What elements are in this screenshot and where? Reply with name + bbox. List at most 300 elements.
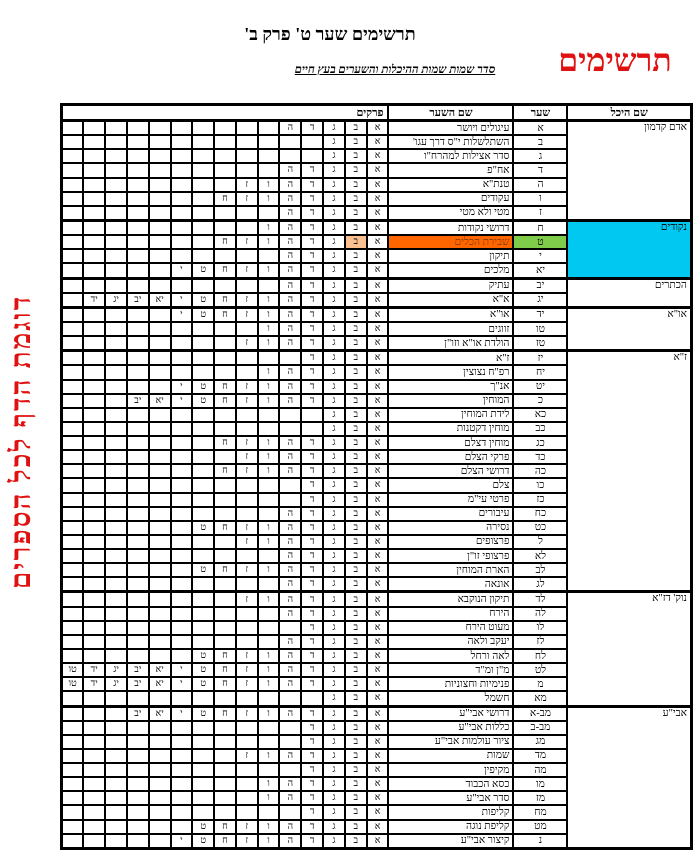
chapter-cell bbox=[192, 220, 214, 235]
chapter-cell bbox=[127, 521, 149, 535]
chapter-cell bbox=[105, 278, 127, 293]
chapter-cell bbox=[149, 351, 171, 366]
chapter-cell bbox=[236, 478, 258, 492]
chapter-cell: ב bbox=[345, 521, 367, 535]
gate-name-cell: תיקון הנוקבא bbox=[388, 592, 513, 607]
chapter-cell bbox=[214, 422, 236, 436]
chapter-cell: ו bbox=[258, 777, 280, 791]
chapter-cell bbox=[192, 206, 214, 221]
index-table bbox=[60, 103, 693, 850]
chapter-cell: ב bbox=[345, 135, 367, 149]
chapter-cell: ב bbox=[345, 535, 367, 549]
gate-name-cell: המוחין bbox=[388, 394, 513, 408]
chapter-cell: ב bbox=[345, 121, 367, 136]
chapter-cell: ב bbox=[345, 635, 367, 649]
chapter-cell: ד bbox=[301, 706, 323, 721]
chapter-cell: ג bbox=[323, 408, 345, 422]
chapter-cell bbox=[105, 521, 127, 535]
chapter-cell bbox=[301, 408, 323, 422]
chapter-cell: ב bbox=[345, 178, 367, 192]
chapter-cell: ו bbox=[258, 834, 280, 849]
chapter-cell: ז bbox=[236, 677, 258, 691]
chapter-cell: יג bbox=[105, 677, 127, 691]
chapter-cell bbox=[127, 607, 149, 621]
chapter-cell bbox=[171, 278, 193, 293]
chapter-cell bbox=[192, 635, 214, 649]
chapter-cell: א bbox=[367, 820, 389, 834]
chapter-cell: ו bbox=[258, 464, 280, 478]
chapter-cell bbox=[105, 834, 127, 849]
chapter-cell: ה bbox=[279, 563, 301, 577]
chapter-cell bbox=[149, 307, 171, 322]
chapter-cell bbox=[83, 263, 105, 278]
gate-name-cell: פרצופי זו"ן bbox=[388, 549, 513, 563]
chapter-cell: ז bbox=[236, 394, 258, 408]
chapter-cell bbox=[214, 278, 236, 293]
chapter-cell: ג bbox=[323, 380, 345, 394]
chapter-cell: ח bbox=[214, 235, 236, 249]
chapter-cell: ג bbox=[323, 235, 345, 249]
chapter-cell bbox=[62, 206, 84, 221]
chapter-cell bbox=[149, 206, 171, 221]
chapter-cell bbox=[62, 763, 84, 777]
chapter-cell: ד bbox=[301, 592, 323, 607]
gate-cell: כא bbox=[513, 408, 567, 422]
chapter-cell: ד bbox=[301, 394, 323, 408]
chapter-cell bbox=[171, 563, 193, 577]
table-body bbox=[62, 121, 692, 849]
chapter-cell: א bbox=[367, 235, 389, 249]
chapter-cell: ז bbox=[236, 834, 258, 849]
chapter-cell: ב bbox=[345, 691, 367, 706]
gate-cell: ט bbox=[513, 235, 567, 249]
chapter-cell bbox=[62, 336, 84, 351]
chapter-cell bbox=[127, 220, 149, 235]
chapter-cell bbox=[171, 735, 193, 749]
chapter-cell bbox=[258, 493, 280, 507]
chapter-cell: ב bbox=[345, 263, 367, 278]
chapter-cell bbox=[105, 436, 127, 450]
chapter-cell bbox=[105, 192, 127, 206]
chapter-cell: ב bbox=[345, 834, 367, 849]
chapter-cell bbox=[171, 749, 193, 763]
chapter-cell bbox=[192, 322, 214, 336]
chapter-cell bbox=[62, 721, 84, 735]
chapter-cell: ג bbox=[323, 464, 345, 478]
chapter-cell: ג bbox=[323, 834, 345, 849]
chapter-cell: ה bbox=[279, 249, 301, 263]
chapter-cell: א bbox=[367, 478, 389, 492]
chapter-cell: ט bbox=[192, 394, 214, 408]
chapter-cell bbox=[83, 307, 105, 322]
chapter-cell bbox=[192, 336, 214, 351]
chapter-cell bbox=[127, 206, 149, 221]
chapter-cell bbox=[258, 577, 280, 592]
chapter-cell bbox=[105, 820, 127, 834]
chapter-cell bbox=[127, 408, 149, 422]
chapter-cell bbox=[149, 336, 171, 351]
chapter-cell bbox=[62, 293, 84, 308]
chapter-cell: ב bbox=[345, 749, 367, 763]
chapter-cell: ב bbox=[345, 621, 367, 635]
chapter-cell bbox=[127, 336, 149, 351]
chapter-cell: ז bbox=[236, 178, 258, 192]
chapter-cell bbox=[258, 278, 280, 293]
chapter-cell bbox=[105, 549, 127, 563]
chapter-cell: ד bbox=[301, 322, 323, 336]
chapter-cell: א bbox=[367, 135, 389, 149]
chapter-cell: ה bbox=[279, 307, 301, 322]
table-row bbox=[62, 307, 692, 322]
chapter-cell bbox=[149, 163, 171, 177]
chapter-cell bbox=[127, 478, 149, 492]
chapter-cell: ב bbox=[345, 592, 367, 607]
chapter-cell bbox=[258, 635, 280, 649]
chapter-cell: ד bbox=[301, 649, 323, 663]
chapter-cell: א bbox=[367, 206, 389, 221]
chapter-cell: א bbox=[367, 721, 389, 735]
chapter-cell bbox=[62, 635, 84, 649]
chapter-cell bbox=[214, 493, 236, 507]
chapter-cell: ד bbox=[301, 763, 323, 777]
gate-name-cell: או"א bbox=[388, 307, 513, 322]
chapter-cell: א bbox=[367, 293, 389, 308]
chapter-cell: ה bbox=[279, 322, 301, 336]
chapter-cell bbox=[83, 834, 105, 849]
chapter-cell: ו bbox=[258, 192, 280, 206]
gate-cell: מב-א bbox=[513, 706, 567, 721]
table-row bbox=[62, 220, 692, 235]
chamber-cell: אדם קדמון bbox=[567, 121, 691, 221]
gate-cell: מו bbox=[513, 777, 567, 791]
gate-cell: נ bbox=[513, 834, 567, 849]
chapter-cell bbox=[258, 149, 280, 163]
chapter-cell bbox=[301, 149, 323, 163]
chapter-cell: ט bbox=[192, 263, 214, 278]
chapter-cell bbox=[62, 278, 84, 293]
chapter-cell: א bbox=[367, 422, 389, 436]
chapter-cell bbox=[171, 763, 193, 777]
chapter-cell bbox=[62, 235, 84, 249]
chapter-cell bbox=[127, 805, 149, 819]
chapter-cell bbox=[62, 220, 84, 235]
gate-name-cell: דרושי הצלם bbox=[388, 464, 513, 478]
chapter-cell bbox=[83, 351, 105, 366]
chapter-cell bbox=[171, 464, 193, 478]
chapter-cell: ט bbox=[192, 706, 214, 721]
chapter-cell: ד bbox=[301, 791, 323, 805]
chapter-cell bbox=[83, 178, 105, 192]
chapter-cell: ד bbox=[301, 777, 323, 791]
chapter-cell: ד bbox=[301, 365, 323, 379]
chapter-cell bbox=[127, 549, 149, 563]
chapter-cell: ד bbox=[301, 436, 323, 450]
chapter-cell bbox=[105, 380, 127, 394]
chapter-cell: ד bbox=[301, 607, 323, 621]
chapter-cell bbox=[62, 135, 84, 149]
chapter-cell: ג bbox=[323, 577, 345, 592]
chapter-cell: א bbox=[367, 149, 389, 163]
gate-cell: לג bbox=[513, 577, 567, 592]
chapter-cell bbox=[192, 549, 214, 563]
chapter-cell bbox=[62, 777, 84, 791]
chapter-cell: א bbox=[367, 749, 389, 763]
chapter-cell: ג bbox=[323, 478, 345, 492]
chapter-cell: ו bbox=[258, 336, 280, 351]
chapter-cell bbox=[105, 450, 127, 464]
gate-cell: טז bbox=[513, 336, 567, 351]
chapter-cell bbox=[236, 408, 258, 422]
chapter-cell bbox=[105, 607, 127, 621]
chapter-cell: ד bbox=[301, 263, 323, 278]
chapter-cell bbox=[83, 220, 105, 235]
gate-cell: כה bbox=[513, 464, 567, 478]
chapter-cell: ה bbox=[279, 635, 301, 649]
chapter-cell: ב bbox=[345, 607, 367, 621]
chapter-cell bbox=[236, 549, 258, 563]
chapter-cell: ד bbox=[301, 380, 323, 394]
chapter-cell bbox=[214, 149, 236, 163]
chapter-cell: ד bbox=[301, 621, 323, 635]
chapter-cell: א bbox=[367, 663, 389, 677]
chapter-cell bbox=[149, 691, 171, 706]
chapter-cell bbox=[236, 493, 258, 507]
chapter-cell: ח bbox=[214, 663, 236, 677]
chapter-cell bbox=[171, 422, 193, 436]
chapter-cell bbox=[83, 235, 105, 249]
chapter-cell bbox=[83, 607, 105, 621]
chapter-cell bbox=[171, 805, 193, 819]
chapter-cell bbox=[149, 192, 171, 206]
chapter-cell bbox=[83, 635, 105, 649]
chapter-cell bbox=[171, 777, 193, 791]
gate-cell: מח bbox=[513, 805, 567, 819]
chapter-cell: ג bbox=[323, 121, 345, 136]
chapter-cell: ב bbox=[345, 206, 367, 221]
chapter-cell: ח bbox=[214, 521, 236, 535]
gate-name-cell: לידת המוחין bbox=[388, 408, 513, 422]
chapter-cell bbox=[236, 621, 258, 635]
chapter-cell: א bbox=[367, 592, 389, 607]
gate-cell: ז bbox=[513, 206, 567, 221]
chapter-cell bbox=[192, 351, 214, 366]
chapter-cell bbox=[214, 121, 236, 136]
chapter-cell bbox=[171, 249, 193, 263]
chapter-cell bbox=[192, 577, 214, 592]
chapter-cell: ב bbox=[345, 805, 367, 819]
gate-cell: ג bbox=[513, 149, 567, 163]
chapter-cell bbox=[105, 351, 127, 366]
chapter-cell: ד bbox=[301, 293, 323, 308]
gate-name-cell: מטי ולא מטי bbox=[388, 206, 513, 221]
chapter-cell bbox=[171, 149, 193, 163]
chapter-cell bbox=[149, 464, 171, 478]
chapter-cell bbox=[83, 135, 105, 149]
chapter-cell: א bbox=[367, 777, 389, 791]
chapter-cell bbox=[192, 493, 214, 507]
chapter-cell: א bbox=[367, 436, 389, 450]
chapter-cell: ג bbox=[323, 563, 345, 577]
chapter-cell bbox=[83, 121, 105, 136]
chapter-cell bbox=[105, 263, 127, 278]
chapter-cell bbox=[236, 149, 258, 163]
chapter-cell bbox=[236, 422, 258, 436]
gate-cell: לא bbox=[513, 549, 567, 563]
chapter-cell bbox=[171, 521, 193, 535]
chapter-cell: ג bbox=[323, 507, 345, 521]
gate-name-cell: זווגים bbox=[388, 322, 513, 336]
chapter-cell: ד bbox=[301, 663, 323, 677]
chapter-cell bbox=[236, 351, 258, 366]
gate-cell: מב-ב bbox=[513, 721, 567, 735]
chapter-cell bbox=[149, 135, 171, 149]
chapter-cell bbox=[127, 507, 149, 521]
chapter-cell: ה bbox=[279, 592, 301, 607]
chapter-cell bbox=[127, 535, 149, 549]
chapter-cell bbox=[236, 763, 258, 777]
chapter-cell: ו bbox=[258, 820, 280, 834]
chapter-cell bbox=[83, 549, 105, 563]
chapter-cell bbox=[83, 763, 105, 777]
chapter-cell bbox=[214, 507, 236, 521]
gate-cell: ה bbox=[513, 178, 567, 192]
chapter-cell: ג bbox=[323, 521, 345, 535]
chapter-cell bbox=[171, 621, 193, 635]
chapter-cell bbox=[192, 507, 214, 521]
chapter-cell: ו bbox=[258, 178, 280, 192]
chapter-cell bbox=[62, 749, 84, 763]
chapter-cell: ד bbox=[301, 121, 323, 136]
gate-cell: לה bbox=[513, 607, 567, 621]
chapter-cell: ו bbox=[258, 563, 280, 577]
chapter-cell: ג bbox=[323, 192, 345, 206]
chapter-cell bbox=[83, 365, 105, 379]
chapter-cell bbox=[301, 135, 323, 149]
chapter-cell bbox=[105, 577, 127, 592]
chapter-cell bbox=[214, 749, 236, 763]
gate-name-cell: מעוט הירח bbox=[388, 621, 513, 635]
chapter-cell: ה bbox=[279, 649, 301, 663]
chapter-cell bbox=[149, 220, 171, 235]
chapter-cell: א bbox=[367, 163, 389, 177]
chapter-cell bbox=[258, 691, 280, 706]
chapter-cell bbox=[214, 178, 236, 192]
chapter-cell bbox=[127, 380, 149, 394]
chapter-cell: ד bbox=[301, 577, 323, 592]
chapter-cell bbox=[279, 621, 301, 635]
chapter-cell: ב bbox=[345, 735, 367, 749]
chapter-cell bbox=[258, 422, 280, 436]
gate-name-cell: אנ"ך bbox=[388, 380, 513, 394]
chapter-cell bbox=[83, 408, 105, 422]
chapter-cell: א bbox=[367, 735, 389, 749]
chapter-cell bbox=[127, 149, 149, 163]
gate-cell: כב bbox=[513, 422, 567, 436]
chapter-cell bbox=[258, 621, 280, 635]
header-row bbox=[62, 105, 692, 121]
chapter-cell: א bbox=[367, 408, 389, 422]
chapter-cell: י bbox=[171, 706, 193, 721]
gate-cell: לד bbox=[513, 592, 567, 607]
chapter-cell: ג bbox=[323, 493, 345, 507]
chapter-cell bbox=[149, 380, 171, 394]
chapter-cell bbox=[301, 422, 323, 436]
gate-cell: מג bbox=[513, 735, 567, 749]
chapter-cell: ח bbox=[214, 834, 236, 849]
chapter-cell bbox=[149, 791, 171, 805]
chapter-cell bbox=[127, 178, 149, 192]
chapter-cell: ג bbox=[323, 805, 345, 819]
chapter-cell bbox=[258, 135, 280, 149]
gate-name-cell: ז"א bbox=[388, 351, 513, 366]
chapter-cell bbox=[62, 192, 84, 206]
chapter-cell bbox=[279, 135, 301, 149]
gate-name-cell: קליפת נוגה bbox=[388, 820, 513, 834]
chapter-cell: יג bbox=[105, 293, 127, 308]
chapter-cell bbox=[214, 691, 236, 706]
chapter-cell bbox=[62, 563, 84, 577]
chapter-cell: י bbox=[171, 307, 193, 322]
chapter-cell: א bbox=[367, 621, 389, 635]
chapter-cell bbox=[192, 192, 214, 206]
chapter-cell bbox=[192, 763, 214, 777]
chapter-cell: ג bbox=[323, 649, 345, 663]
chapter-cell bbox=[83, 149, 105, 163]
chapter-cell: ב bbox=[345, 791, 367, 805]
chapter-cell: ב bbox=[345, 365, 367, 379]
chapter-cell bbox=[214, 777, 236, 791]
chapter-cell bbox=[192, 791, 214, 805]
chapter-cell bbox=[83, 749, 105, 763]
chapter-cell: ה bbox=[279, 820, 301, 834]
chapter-cell bbox=[214, 621, 236, 635]
chapter-cell: א bbox=[367, 192, 389, 206]
chapter-cell bbox=[236, 691, 258, 706]
chapter-cell bbox=[149, 408, 171, 422]
gate-name-cell: דרושי נקודות bbox=[388, 220, 513, 235]
gate-name-cell: כללות אבי"ע bbox=[388, 721, 513, 735]
gate-cell: לו bbox=[513, 621, 567, 635]
chapter-cell bbox=[171, 192, 193, 206]
chapter-cell bbox=[192, 691, 214, 706]
gate-name-cell: תיקון bbox=[388, 249, 513, 263]
chamber-cell: אבי"ע bbox=[567, 706, 691, 849]
chapter-cell: ה bbox=[279, 192, 301, 206]
chapter-cell bbox=[192, 535, 214, 549]
chapter-cell bbox=[192, 735, 214, 749]
table-header bbox=[62, 105, 692, 121]
chapter-cell bbox=[171, 635, 193, 649]
chapter-cell: ג bbox=[323, 336, 345, 351]
chapter-cell: ב bbox=[345, 450, 367, 464]
gate-name-cell: שמות bbox=[388, 749, 513, 763]
chapter-cell bbox=[127, 749, 149, 763]
chapter-cell: ג bbox=[323, 777, 345, 791]
chapter-cell bbox=[83, 735, 105, 749]
chapter-cell bbox=[127, 263, 149, 278]
chapter-cell bbox=[105, 235, 127, 249]
chapter-cell bbox=[149, 478, 171, 492]
chapter-cell bbox=[83, 464, 105, 478]
gate-cell: כט bbox=[513, 521, 567, 535]
chapter-cell: ב bbox=[345, 408, 367, 422]
chamber-cell: נקודים bbox=[567, 220, 691, 278]
chapter-cell bbox=[83, 436, 105, 450]
chapter-cell: ז bbox=[236, 749, 258, 763]
chapter-cell bbox=[62, 149, 84, 163]
chapter-cell bbox=[127, 322, 149, 336]
chapter-cell bbox=[149, 521, 171, 535]
